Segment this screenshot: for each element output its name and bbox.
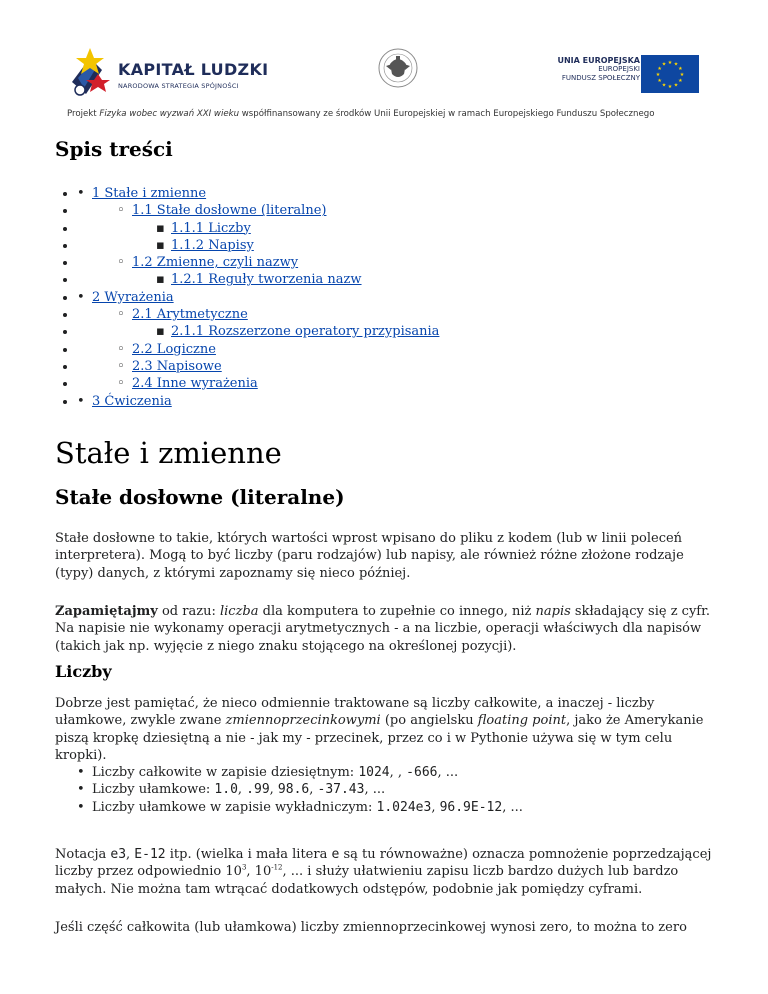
toc-item[interactable] bbox=[77, 393, 439, 410]
disc-bullet-icon: • • bbox=[77, 393, 85, 409]
term-liczba: liczba bbox=[219, 604, 259, 619]
eu-line2: EUROPEJSKI bbox=[598, 65, 640, 73]
circle-bullet-icon: • ◦ bbox=[117, 341, 125, 357]
code-sample: E-12 bbox=[134, 847, 166, 862]
toc-title: Spis treści bbox=[55, 137, 173, 161]
circle-bullet-icon: • ◦ bbox=[117, 307, 125, 323]
term-napis: napis bbox=[535, 604, 571, 619]
project-prefix: Projekt bbox=[67, 109, 100, 119]
eu-line3: FUNDUSZ SPOŁECZNY bbox=[561, 74, 640, 82]
circle-bullet-icon: • ◦ bbox=[117, 203, 125, 219]
text-span: są tu równoważne) oznacza pomnożenie poprzedzającej liczby przez odpowiednio 10 bbox=[55, 847, 712, 880]
eu-star-icon: ★ bbox=[655, 72, 661, 78]
toc-item[interactable] bbox=[77, 323, 439, 340]
paragraph-zero: Jeśli część całkowita (lub ułamkowa) liczby zmiennoprzecinkowej wynosi zero, to można to zero bbox=[55, 920, 687, 935]
disc-bullet-icon: • bbox=[77, 799, 85, 815]
text-span: Notacja bbox=[55, 847, 111, 862]
toc-item[interactable] bbox=[77, 358, 439, 375]
disc-bullet-icon: • • bbox=[77, 186, 85, 201]
list-item: • Liczby całkowite w zapisie dziesiętnym: 1024, , -666, ... bbox=[77, 765, 459, 780]
project-suffix: współfinansowany ze środków Unii Europejskiej w ramach Europejskiego Funduszu Społecznego bbox=[239, 109, 655, 119]
list-item-tail: , ... bbox=[437, 765, 459, 780]
toc-item[interactable] bbox=[77, 220, 439, 237]
list-item-label: Liczby całkowite w zapisie dziesiętnym: bbox=[92, 765, 359, 780]
code-sample: 1024 bbox=[358, 765, 390, 780]
square-bullet-icon: • ▪ bbox=[156, 272, 165, 288]
kapital-ludzki-title: KAPITAŁ LUDZKI bbox=[118, 60, 269, 79]
code-sample: 1.024e3 bbox=[376, 799, 432, 815]
toc-link[interactable]: 1.1.1 Liczby bbox=[171, 220, 251, 236]
list-item: • Liczby ułamkowe w zapisie wykładniczym: 1.024e3, 96.9E-12, ... bbox=[77, 799, 523, 815]
code-sample: 98.6 bbox=[277, 782, 310, 798]
eu-star-icon: ★ bbox=[679, 72, 685, 78]
toc-link[interactable]: 2.1 Arytmetyczne bbox=[132, 307, 248, 323]
toc-link[interactable]: 1.1 Stałe dosłowne (literalne) bbox=[132, 203, 327, 219]
project-name: Fizyka wobec wyzwań XXI wieku bbox=[99, 109, 240, 119]
toc-link[interactable]: 2.2 Logiczne bbox=[132, 341, 216, 357]
toc-item[interactable] bbox=[77, 202, 439, 219]
code-sample: 1.0 bbox=[214, 782, 238, 798]
university-seal-icon bbox=[376, 44, 420, 92]
code-sample: e bbox=[331, 847, 340, 862]
eu-star-icon: ★ bbox=[661, 82, 667, 89]
eu-star-icon: ★ bbox=[673, 82, 679, 89]
circle-bullet-icon: • ◦ bbox=[117, 376, 125, 392]
eu-star-icon: ★ bbox=[678, 78, 683, 84]
list-item: • Liczby ułamkowe: 1.0, .99, 98.6, -37.43, ... bbox=[77, 782, 386, 798]
toc-item[interactable] bbox=[77, 271, 439, 288]
eu-star-icon: ★ bbox=[657, 78, 662, 84]
kapital-ludzki-subtitle: NARODOWA STRATEGIA SPÓJNOŚCI bbox=[118, 82, 239, 90]
text-span: , jako że Amerykanie piszą kropkę dziesiętną a nie - jak my - przecinek, przez co i w Pythonie używa się w tym celu kropki). bbox=[55, 713, 704, 764]
eu-star-icon: ★ bbox=[678, 66, 683, 72]
kapital-ludzki-logo bbox=[68, 44, 288, 100]
toc-item[interactable] bbox=[77, 306, 439, 323]
term-floating-point: floating point bbox=[477, 713, 567, 729]
toc-link[interactable]: 2.4 Inne wyrażenia bbox=[132, 376, 258, 392]
circle-bullet-icon: • ◦ bbox=[117, 358, 125, 374]
eu-flag-icon bbox=[641, 55, 699, 93]
project-line bbox=[67, 109, 654, 119]
header-banner bbox=[0, 0, 768, 135]
toc-item[interactable] bbox=[77, 185, 439, 202]
text-span: itp. (wielka i mała litera bbox=[165, 847, 332, 862]
toc-link[interactable]: 1 Stałe i zmienne bbox=[92, 186, 207, 201]
text-span: , bbox=[126, 847, 135, 862]
toc-item[interactable] bbox=[77, 341, 439, 358]
eu-star-icon: ★ bbox=[667, 60, 673, 66]
text-span: od razu: bbox=[157, 604, 220, 619]
toc-item[interactable] bbox=[77, 289, 439, 306]
code-sample: -37.43 bbox=[317, 782, 365, 798]
toc-link[interactable]: 1.2.1 Reguły tworzenia nazw bbox=[171, 272, 362, 288]
subsection-heading: Stałe dosłowne (literalne) bbox=[55, 485, 345, 509]
toc-link[interactable]: 2.1.1 Rozszerzone operatory przypisania bbox=[171, 324, 440, 340]
text-span: dla komputera to zupełnie co innego, niż bbox=[258, 604, 536, 619]
paragraph-literals: Stałe dosłowne to takie, których wartości wprost wpisano do pliku z kodem (lub w linii poleceń interpretera). Mogą to być liczby (paru rodzajów) lub napisy, ale również różne złożone rodzaje (typy) danych, z którymi zapoznamy się nieco później. bbox=[55, 531, 684, 581]
subsubsection-heading: Liczby bbox=[55, 662, 112, 681]
eu-text bbox=[557, 56, 640, 83]
code-sample: -666 bbox=[406, 765, 438, 780]
number-examples-list bbox=[77, 764, 717, 816]
square-bullet-icon: • ▪ bbox=[156, 237, 165, 253]
code-sample: e3 bbox=[110, 847, 127, 862]
code-sample: 96.9E-12 bbox=[439, 799, 503, 815]
paragraph-numbers bbox=[55, 695, 715, 765]
remember-bold: Zapamiętajmy bbox=[55, 604, 158, 619]
text-span: składający się z cyfr. Na napisie nie wykonamy operacji arytmetycznych - a na liczbie, operacji właściwych dla napisów (takich jak np. wyjęcie z niego znaku stojącego na określonej pozycji). bbox=[55, 604, 711, 654]
eu-star-icon: ★ bbox=[673, 61, 679, 68]
paragraph-notation bbox=[55, 846, 715, 898]
paragraph-remember bbox=[55, 603, 715, 655]
toc-link[interactable]: 1.1.2 Napisy bbox=[171, 237, 254, 253]
list-item-tail: , ... bbox=[364, 782, 386, 798]
square-bullet-icon: • ▪ bbox=[156, 220, 165, 236]
eu-star-icon: ★ bbox=[661, 61, 667, 68]
code-sample: .99 bbox=[246, 782, 270, 798]
toc-item[interactable] bbox=[77, 237, 439, 254]
disc-bullet-icon: • • bbox=[77, 289, 85, 305]
table-of-contents bbox=[77, 185, 439, 410]
section-heading: Stałe i zmienne bbox=[55, 436, 282, 470]
eu-star-icon: ★ bbox=[667, 84, 673, 90]
exponent: 3 bbox=[241, 864, 247, 873]
text-span: Dobrze jest pamiętać, że nieco odmiennie traktowane są liczby całkowite, a inaczej - liczby ułamkowe, zwykle zwane bbox=[55, 696, 655, 729]
disc-bullet-icon: • bbox=[77, 782, 85, 798]
circle-bullet-icon: • ◦ bbox=[117, 255, 125, 271]
list-item-tail: , ... bbox=[502, 799, 523, 815]
exponent: -12 bbox=[271, 864, 283, 873]
eu-title: UNIA EUROPEJSKA bbox=[557, 56, 640, 65]
list-item-label: Liczby ułamkowe w zapisie wykładniczym: bbox=[92, 799, 377, 815]
text-span: , 10 bbox=[246, 864, 272, 880]
eu-star-icon: ★ bbox=[657, 66, 662, 72]
term-floating: zmiennoprzecinkowymi bbox=[225, 713, 381, 729]
toc-link[interactable]: 1.2 Zmienne, czyli nazwy bbox=[132, 255, 299, 271]
square-bullet-icon: • ▪ bbox=[156, 324, 165, 340]
disc-bullet-icon: • bbox=[77, 765, 85, 780]
toc-link[interactable]: 2.3 Napisowe bbox=[132, 358, 222, 374]
text-span: , ... i służy ułatwieniu zapisu liczb bardzo dużych lub bardzo małych. Nie można tam wtrącać dodatkowych odstępów, podobnie jak pomiędzy cyframi. bbox=[55, 864, 679, 897]
toc-item[interactable] bbox=[77, 375, 439, 392]
list-item-label: Liczby ułamkowe: bbox=[92, 782, 215, 798]
toc-link[interactable]: 3 Ćwiczenia bbox=[92, 393, 172, 409]
toc-link[interactable]: 2 Wyrażenia bbox=[92, 289, 174, 305]
toc-item[interactable] bbox=[77, 254, 439, 271]
text-span: (po angielsku bbox=[380, 713, 478, 729]
kapital-ludzki-emblem-icon bbox=[68, 44, 118, 100]
